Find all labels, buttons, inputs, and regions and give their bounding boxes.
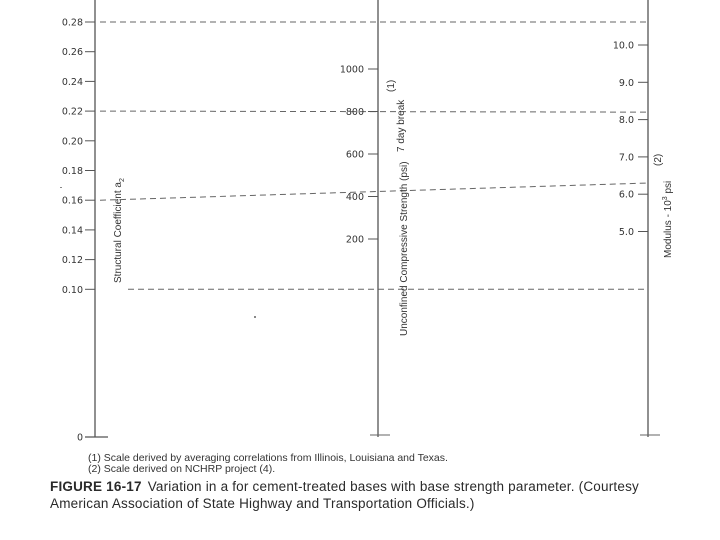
tick-label: 8.0 xyxy=(618,115,634,127)
axis-title-compressive-strength: Unconfined Compressive Strength (psi) xyxy=(399,161,410,336)
tick-label: 0.12 xyxy=(61,255,83,267)
structural-coefficient-scale xyxy=(62,0,108,444)
axis-note-7-day-break: 7 day break xyxy=(396,99,407,152)
scan-speck xyxy=(60,187,62,188)
caption-label: FIGURE 16-17 xyxy=(50,479,142,494)
tick-label: 400 xyxy=(345,192,364,203)
tick-label: 9.0 xyxy=(618,77,634,89)
tick-label: 600 xyxy=(345,149,364,161)
caption-text: Variation in a for cement-treated bases with base strength parameter. (Courtesy American Association of State Highway and Transportation Officials.) xyxy=(50,479,639,511)
tick-label: 5.0 xyxy=(618,227,634,238)
compressive-strength-scale xyxy=(340,0,390,437)
tick-label: 0.28 xyxy=(61,17,83,29)
axis-title-structural-coefficient: Structural Coefficient $a_2$ xyxy=(113,178,126,283)
axis-titles xyxy=(113,77,674,336)
modulus-scale xyxy=(613,0,660,437)
tick-label: 0.24 xyxy=(61,76,83,88)
tick-label: 0.18 xyxy=(61,166,83,177)
tick-label: 6.0 xyxy=(618,189,634,201)
tick-label: 200 xyxy=(345,234,364,246)
figure-caption xyxy=(50,479,690,512)
tick-label: 800 xyxy=(345,107,364,118)
tick-label: 0.16 xyxy=(61,195,83,207)
axis-note-ref-2: (2) xyxy=(653,153,664,166)
axis-title-modulus: Modulus - $10^3$ psi xyxy=(662,180,674,258)
tick-label: 0.22 xyxy=(61,106,83,118)
tick-label: 10.0 xyxy=(612,40,634,52)
reference-lines xyxy=(100,22,648,289)
tick-label: 1000 xyxy=(339,64,364,76)
reference-line xyxy=(100,183,648,200)
tick-label: 0.20 xyxy=(61,136,83,148)
tick-label: 0.10 xyxy=(61,284,83,296)
scan-speck xyxy=(254,316,256,318)
axis-note-ref-1: (1) xyxy=(386,79,397,92)
footnote-2: (2) Scale derived on NCHRP project (4). xyxy=(88,463,276,475)
tick-label: 0 xyxy=(76,432,83,444)
footnote-1: (1) Scale derived by averaging correlations from Illinois, Louisiana and Texas. xyxy=(88,452,448,464)
tick-label: 0.14 xyxy=(61,225,83,237)
tick-label: 7.0 xyxy=(618,152,634,164)
tick-label: 0.26 xyxy=(61,47,83,59)
